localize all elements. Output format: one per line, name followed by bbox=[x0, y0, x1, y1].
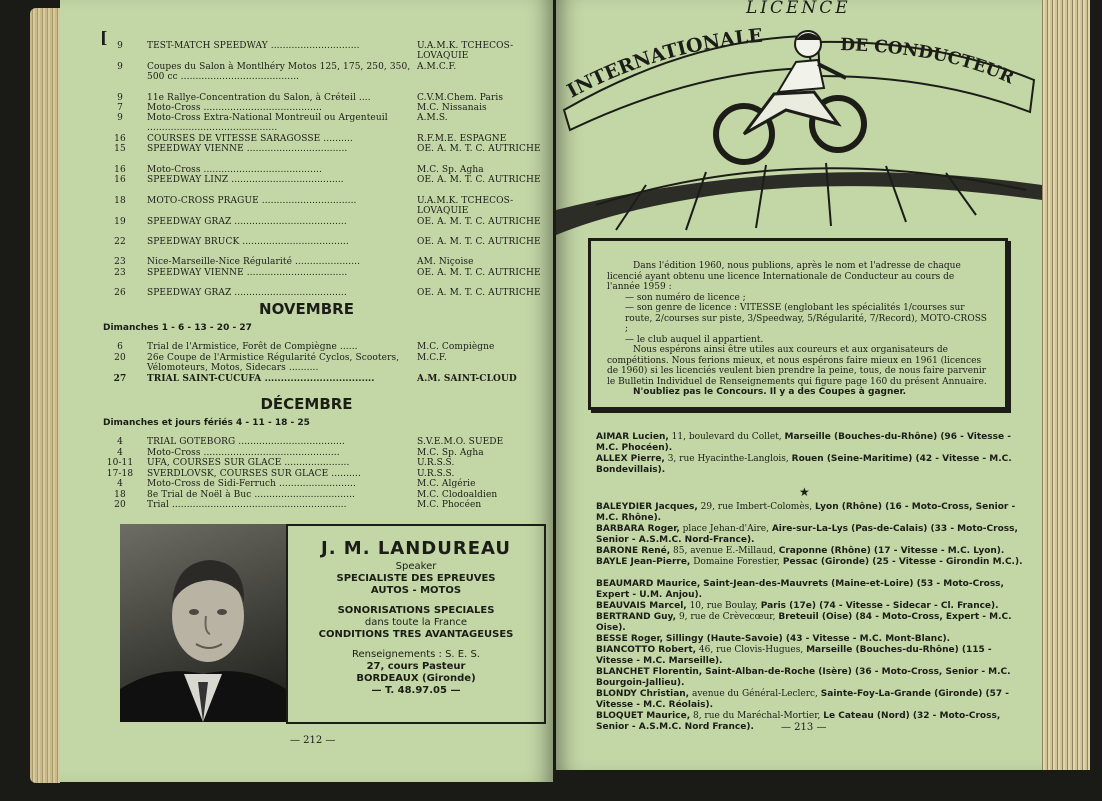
licensee-address: 10, rue Boulay, bbox=[686, 601, 761, 611]
event-club: M.C. Clodoaldien bbox=[417, 489, 498, 500]
event-day: 4 bbox=[117, 479, 123, 489]
licensee-details: Marseille (Bouches-du-Rhône) (96 - Vitesse - M.C. Phocéen). bbox=[596, 432, 1011, 453]
licensee-details: Sainte-Foy-La-Grande (Gironde) (57 - Vitesse - M.C. Réolais). bbox=[596, 689, 1009, 710]
licensee-name: BEAUVAIS Marcel, bbox=[596, 601, 687, 611]
page-number-left: — 212 — bbox=[290, 735, 336, 746]
licensee-details: Craponne (Rhône) (17 - Vitesse - M.C. Lyon). bbox=[778, 546, 1005, 556]
licensee-name: BIANCOTTO Robert, bbox=[596, 645, 697, 655]
event-name: 11e Rallye-Concentration du Salon, à Créteil .... bbox=[147, 93, 371, 103]
licensee-name: BAYLE Jean-Pierre, bbox=[596, 557, 691, 567]
licensee-name: BLANCHET Florentin, bbox=[596, 667, 703, 677]
event-name: TRIAL GOTEBORG .................................... bbox=[147, 437, 345, 447]
event-name: UFA, COURSES SUR GLACE ...................... bbox=[147, 458, 350, 468]
event-club: M.C. Nissanais bbox=[417, 103, 487, 113]
event-day: 26 bbox=[114, 288, 126, 298]
notice-item: — son numéro de licence ; bbox=[625, 292, 746, 303]
event-name: SVERDLOVSK, COURSES SUR GLACE .......... bbox=[147, 468, 361, 479]
month-title-december: DÉCEMBRE bbox=[260, 395, 353, 413]
licensee-entry bbox=[596, 557, 1026, 568]
licensee-entry bbox=[596, 645, 1026, 666]
event-name: SPEEDWAY GRAZ ...................................... bbox=[147, 288, 347, 298]
licensee-entry bbox=[596, 502, 1026, 523]
ad-line: SPECIALISTE DES EPREUVES bbox=[336, 573, 496, 584]
event-day: 16 bbox=[114, 165, 126, 175]
page-213 bbox=[556, 0, 1042, 770]
licensee-details: Paris (17e) (74 - Vitesse - Sidecar - Cl. France). bbox=[760, 601, 999, 611]
licensee-name: BLONDY Christian, bbox=[596, 689, 690, 699]
event-day: 23 bbox=[114, 268, 126, 278]
ad-line: BORDEAUX (Gironde) bbox=[356, 673, 476, 684]
event-day: 23 bbox=[114, 257, 126, 267]
event-name: Moto-Cross .............................................. bbox=[147, 447, 340, 458]
event-day: 18 bbox=[114, 196, 126, 206]
event-day: 4 bbox=[117, 437, 123, 447]
licence-notice-box bbox=[588, 238, 1008, 410]
event-day: 10-11 bbox=[106, 458, 134, 468]
licensee-details: Saint-Alban-de-Roche (Isère) (36 - Moto-Cross, Senior - M.C. Bourgoin-Jallieu). bbox=[596, 667, 1011, 688]
event-day: 15 bbox=[114, 144, 126, 154]
licensee-name: BARBARA Roger, bbox=[596, 524, 680, 534]
event-club: U.A.M.K. TCHECOS-LOVAQUIE bbox=[417, 41, 514, 61]
event-name: Trial de l'Armistice, Forêt de Compiègne ...... bbox=[147, 342, 358, 352]
notice-item: — le club auquel il appartient. bbox=[625, 334, 764, 345]
event-club: U.R.S.S. bbox=[417, 458, 455, 468]
licensee-entry bbox=[596, 634, 1026, 645]
licensee-entry bbox=[596, 546, 1026, 557]
ad-line: CONDITIONS TRES AVANTAGEUSES bbox=[318, 629, 514, 640]
event-name: SPEEDWAY GRAZ ...................................... bbox=[147, 217, 347, 227]
event-name: TRIAL SAINT-CUCUFA .................................. bbox=[147, 374, 375, 384]
event-day: 9 bbox=[117, 41, 123, 51]
december-sundays: Dimanches et jours fériés 4 - 11 - 18 - 25 bbox=[103, 418, 310, 428]
licensee-name: BERTRAND Guy, bbox=[596, 612, 677, 622]
event-club: M.C. Algérie bbox=[417, 479, 476, 489]
event-day: 9 bbox=[117, 93, 123, 103]
licensee-address: 3, rue Hyacinthe-Langlois, bbox=[664, 454, 792, 464]
ad-line: 27, cours Pasteur bbox=[366, 661, 466, 672]
ad-line: dans toute la France bbox=[364, 617, 468, 628]
ad-line: Speaker bbox=[395, 561, 437, 572]
event-name: Moto-Cross de Sidi-Ferruch .......................... bbox=[147, 479, 356, 489]
licensee-entry bbox=[596, 601, 1026, 612]
ad-line: AUTOS - MOTOS bbox=[370, 585, 462, 596]
licensee-entry bbox=[596, 454, 1026, 475]
licensee-name: BALEYDIER Jacques, bbox=[596, 502, 698, 512]
star-separator-icon: ★ bbox=[799, 485, 810, 499]
licensee-details: Marseille (Bouches-du-Rhône) (115 - Vitesse - M.C. Marseille). bbox=[596, 645, 992, 666]
event-club: M.C.F. bbox=[417, 353, 447, 363]
licensee-entry bbox=[596, 667, 1026, 688]
event-day: 27 bbox=[113, 374, 127, 384]
book-edge-left bbox=[30, 8, 60, 783]
event-club: OE. A. M. T. C. AUTRICHE bbox=[417, 144, 541, 154]
event-day: 18 bbox=[114, 489, 126, 500]
event-club: OE. A. M. T. C. AUTRICHE bbox=[417, 268, 541, 278]
banner-text-internationale: INTERNATIONALE bbox=[563, 24, 764, 103]
event-club: A.M.C.F. bbox=[417, 62, 457, 72]
landureau-advertisement bbox=[286, 524, 546, 724]
licensee-address: 8, rue du Maréchal-Mortier, bbox=[690, 711, 824, 721]
event-day: 4 bbox=[117, 447, 123, 458]
event-name: Trial ........................................................... bbox=[147, 500, 347, 510]
licensee-address: 46, rue Clovis-Hugues, bbox=[696, 645, 807, 655]
ad-name: J. M. LANDUREAU bbox=[321, 538, 511, 559]
margin-mark: [ bbox=[100, 28, 108, 47]
event-name: COURSES DE VITESSE SARAGOSSE .......... bbox=[147, 134, 353, 144]
event-club: U.R.S.S. bbox=[417, 468, 455, 479]
event-club: OE. A. M. T. C. AUTRICHE bbox=[417, 237, 541, 247]
notice-paragraph: Dans l'édition 1960, nous publions, après le nom et l'adresse de chaque licencié ayant obtenu une licence Internationale de Conducteur au cours de l'année 1959 : bbox=[607, 261, 961, 292]
licence-banner-illustration bbox=[556, 0, 1042, 240]
licensee-details: Le Cateau (Nord) (32 - Moto-Cross, Senior - A.S.M.C. Nord France). bbox=[596, 711, 1001, 732]
event-name: SPEEDWAY VIENNE .................................. bbox=[147, 268, 348, 278]
licensee-address: avenue du Général-Leclerc, bbox=[689, 689, 821, 699]
event-name: Coupes du Salon à Montlhéry Motos 125, 175, 250, 350, 500 cc ........................................ bbox=[147, 62, 411, 82]
event-club: OE. A. M. T. C. AUTRICHE bbox=[417, 175, 541, 185]
licensee-address: 29, rue Imbert-Colomès, bbox=[697, 502, 816, 512]
licensee-details: Breteuil (Oise) (84 - Moto-Cross, Expert - M.C. Oise). bbox=[596, 612, 1012, 633]
licensee-name: BLOQUET Maurice, bbox=[596, 711, 691, 721]
licensee-address: 85, avenue E.-Millaud, bbox=[670, 546, 779, 556]
licensee-details: Rouen (Seine-Maritime) (42 - Vitesse - M.C. Bondevillais). bbox=[596, 454, 1012, 475]
november-sundays: Dimanches 1 - 6 - 13 - 20 - 27 bbox=[103, 323, 252, 333]
event-name: Moto-Cross ........................................ bbox=[147, 103, 322, 113]
event-day: 16 bbox=[114, 134, 126, 144]
licensee-entry bbox=[596, 689, 1026, 710]
licensee-details: Saint-Jean-des-Mauvrets (Maine-et-Loire) (53 - Moto-Cross, Expert - U.M. Anjou). bbox=[596, 579, 1004, 600]
licensee-details: Sillingy (Haute-Savoie) (43 - Vitesse - M.C. Mont-Blanc). bbox=[665, 634, 951, 644]
page-number-right: — 213 — bbox=[781, 722, 827, 733]
book-edge-right bbox=[1040, 0, 1090, 770]
speaker-portrait bbox=[120, 524, 286, 722]
event-club: AM. Niçoise bbox=[417, 257, 474, 267]
event-club: A.M.S. bbox=[417, 113, 448, 123]
licensee-address: 9, rue de Crèvecœur, bbox=[676, 612, 779, 622]
licensee-name: BEAUMARD Maurice, bbox=[596, 579, 701, 589]
event-day: 9 bbox=[117, 113, 123, 123]
licensee-address: place Jehan-d'Aire, bbox=[679, 524, 772, 534]
event-day: 22 bbox=[114, 237, 126, 247]
licensee-entry bbox=[596, 432, 1026, 453]
event-club: R.F.M.E. ESPAGNE bbox=[417, 134, 507, 144]
licensee-address: Domaine Forestier, bbox=[690, 557, 783, 567]
event-club: M.C. Sp. Agha bbox=[417, 165, 484, 175]
event-name: SPEEDWAY LINZ ...................................... bbox=[147, 175, 344, 185]
event-club: S.V.E.M.O. SUEDE bbox=[417, 437, 504, 447]
licensee-details: Aire-sur-La-Lys (Pas-de-Calais) (33 - Moto-Cross, Senior - A.S.M.C. Nord-France). bbox=[596, 524, 1018, 545]
event-day: 20 bbox=[114, 353, 126, 363]
licensee-entry bbox=[596, 579, 1026, 600]
event-name: Nice-Marseille-Nice Régularité ...................... bbox=[147, 257, 361, 267]
licensee-address: 11, boulevard du Collet, bbox=[668, 432, 785, 442]
event-name: Moto-Cross Extra-National Montreuil ou Argenteuil ............................................ bbox=[147, 113, 388, 133]
event-club: A.M. SAINT-CLOUD bbox=[417, 374, 517, 384]
licensee-name: AIMAR Lucien, bbox=[596, 432, 669, 442]
licensee-details: Lyon (Rhône) (16 - Moto-Cross, Senior - M.C. Rhône). bbox=[596, 502, 1016, 523]
event-club: U.A.M.K. TCHECOS-LOVAQUIE bbox=[417, 196, 514, 216]
event-name: TEST-MATCH SPEEDWAY .............................. bbox=[147, 41, 360, 51]
month-title-november: NOVEMBRE bbox=[259, 300, 354, 318]
notice-item: — son genre de licence : VITESSE (englobant les spécialités 1/courses sur route, 2/courses sur piste, 3/Speedway, 5/Régularité, 7/Record), MOTO-CROSS ; bbox=[625, 303, 987, 334]
event-club: C.V.M.Chem. Paris bbox=[417, 93, 504, 103]
ad-line: — T. 48.97.05 — bbox=[371, 685, 461, 696]
notice-closing: N'oubliez pas le Concours. Il y a des Coupes à gagner. bbox=[633, 387, 907, 397]
event-day: 16 bbox=[114, 175, 126, 185]
licensee-name: BESSE Roger, bbox=[596, 634, 664, 644]
banner-text-licence: LICENCE bbox=[746, 0, 851, 18]
event-day: 20 bbox=[114, 500, 126, 510]
notice-paragraph: Nous espérons ainsi être utiles aux coureurs et aux organisateurs de compétitions. Nous ferions mieux, et nous espérons faire mieux en 1961 (licences de 1960) si les licenciés veulent bien prendre la peine, tous, de nous faire parvenir le Bulletin Individuel de Renseignements qui figure page 160 du présent Annuaire. bbox=[607, 345, 987, 387]
event-day: 7 bbox=[117, 103, 123, 113]
event-club: OE. A. M. T. C. AUTRICHE bbox=[417, 288, 541, 298]
event-club: OE. A. M. T. C. AUTRICHE bbox=[417, 217, 541, 227]
ad-line: SONORISATIONS SPECIALES bbox=[337, 605, 495, 616]
event-name: SPEEDWAY BRUCK .................................... bbox=[147, 237, 349, 247]
ad-line: Renseignements : S. E. S. bbox=[352, 649, 480, 660]
licensee-entry bbox=[596, 612, 1026, 633]
event-name: SPEEDWAY VIENNE .................................. bbox=[147, 144, 348, 154]
event-day: 6 bbox=[117, 342, 123, 352]
licensee-entry bbox=[596, 524, 1026, 545]
event-club: M.C. Sp. Agha bbox=[417, 447, 484, 458]
event-name: 26e Coupe de l'Armistice Régularité Cyclos, Scooters, Vélomoteurs, Motos, Sidecars .......... bbox=[147, 353, 400, 373]
event-day: 9 bbox=[117, 62, 123, 72]
licensee-name: BARONE René, bbox=[596, 546, 671, 556]
event-day: 19 bbox=[114, 217, 126, 227]
event-name: 8e Trial de Noël à Buc .................................. bbox=[147, 489, 356, 500]
banner-text-de-conducteur: DE CONDUCTEUR bbox=[840, 35, 1017, 89]
event-day: 17-18 bbox=[106, 468, 134, 479]
page-212 bbox=[60, 0, 553, 782]
event-name: MOTO-CROSS PRAGUE ................................ bbox=[147, 196, 357, 206]
event-name: Moto-Cross ........................................ bbox=[147, 165, 322, 175]
licensee-name: ALLEX Pierre, bbox=[596, 454, 665, 464]
event-club: M.C. Phocéen bbox=[417, 500, 482, 510]
event-club: M.C. Compiègne bbox=[417, 342, 495, 352]
licensee-details: Pessac (Gironde) (25 - Vitesse - Girondin M.C.). bbox=[782, 557, 1023, 567]
